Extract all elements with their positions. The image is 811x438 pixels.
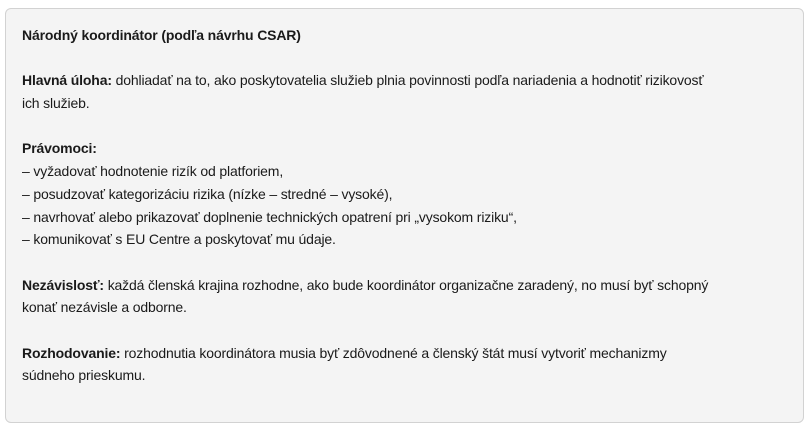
section-title <box>22 24 793 47</box>
decision-label: Rozhodovanie: <box>22 344 121 361</box>
powers-paragraph <box>22 137 793 251</box>
main-task-text: dohliadať na to, ako poskytovatelia služieb plnia povinnosti podľa nariadenia a hodnotiť rizikovosť <box>111 72 704 89</box>
list-item: – navrhovať alebo prikazovať doplnenie technických opatrení pri „vysokom riziku“, <box>22 208 517 225</box>
decision-text: rozhodnutia koordinátora musia byť zdôvodnené a členský štát musí vytvoriť mechanizmy <box>120 344 667 361</box>
title-text: Národný koordinátor (podľa návrhu CSAR) <box>22 27 301 43</box>
decision-line <box>22 342 793 365</box>
independence-text: každá členská krajina rozhodne, ako bude koordinátor organizačne zaradený, no musí byť schopný <box>103 276 709 293</box>
main-task-line-2: ich služieb. <box>22 95 90 112</box>
list-item: – vyžadovať hodnotenie rizík od platforiem, <box>22 163 284 180</box>
message-box <box>5 8 804 423</box>
list-item: – komunikovať s EU Centre a poskytovať mu údaje. <box>22 231 336 248</box>
message-content <box>22 24 793 387</box>
decision-paragraph <box>22 342 793 387</box>
independence-line <box>22 274 793 297</box>
main-task-label: Hlavná úloha: <box>22 72 112 89</box>
independence-paragraph <box>22 274 793 319</box>
decision-line-2: súdneho prieskumu. <box>22 367 146 384</box>
independence-line-2: konať nezávisle a odborne. <box>22 299 187 316</box>
powers-label-text: Právomoci: <box>22 140 97 157</box>
list-item: – posudzovať kategorizáciu rizika (nízke – stredné – vysoké), <box>22 185 393 202</box>
main-task-paragraph <box>22 69 793 114</box>
main-task-line <box>22 69 793 92</box>
independence-label: Nezávislosť: <box>22 276 104 293</box>
powers-label <box>22 137 793 160</box>
